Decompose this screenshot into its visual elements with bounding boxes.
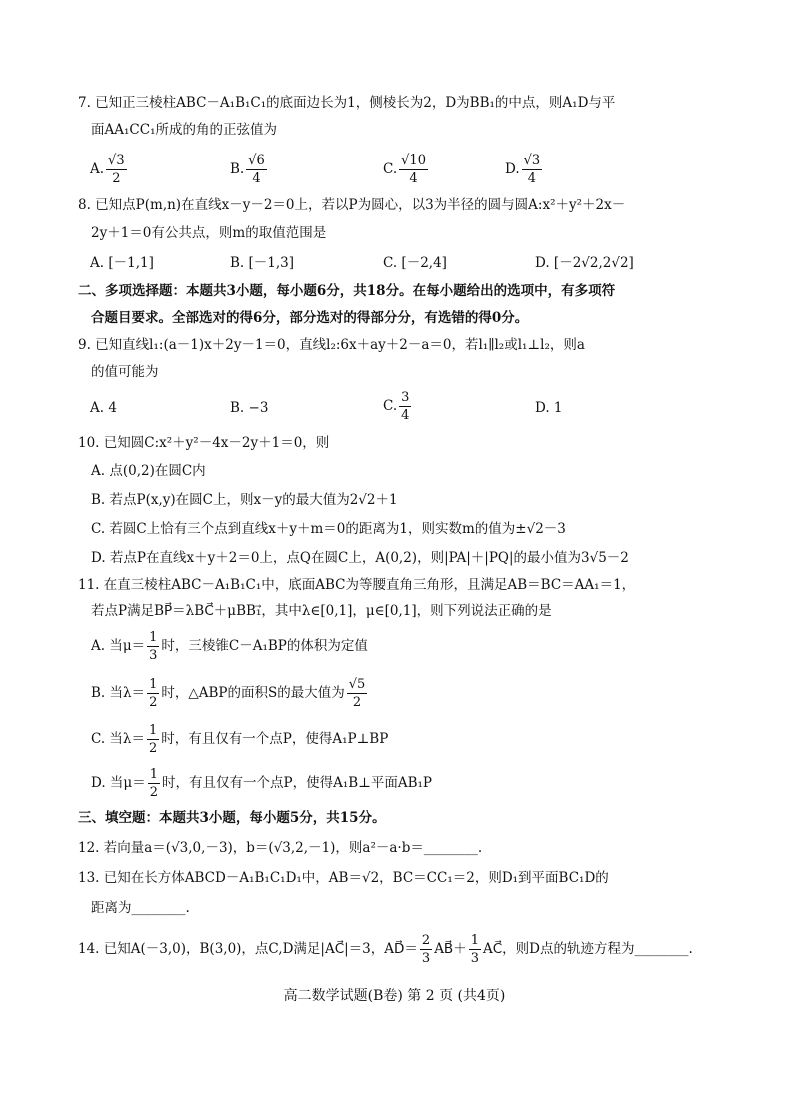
q9-line2: 的值可能为	[91, 364, 159, 380]
q12: 12. 若向量a＝(√3,0,－3)，b＝(√3,2,－1)，则a²－a·b＝________.	[78, 840, 483, 856]
q7-line1: 7. 已知正三棱柱ABC－A₁B₁C₁的底面边长为1，侧棱长为2，D为BB₁的中点，则A₁D与平	[78, 95, 616, 111]
q14: 14. 已知A(－3,0)，B(3,0)，点C,D满足|AC⃗|＝3，AD⃗＝ $\frac{2}{3}$ AB⃗＋ $\frac{1}{3}$ AC⃗，则D点的轨迹方程为________.	[78, 933, 693, 966]
q11-line2: 若点P满足BP⃗＝λBC⃗＋μBB₁⃗，其中λ∈[0,1]，μ∈[0,1]，则下列说法正确的是	[91, 603, 552, 619]
q9-line1: 9. 已知直线l₁:(a－1)x＋2y－1＝0，直线l₂:6x＋ay＋2－a＝0，若l₁∥l₂或l₁⊥l₂，则a	[78, 337, 585, 353]
section2-heading-line1: 二、多项选择题：本题共3小题，每小题6分，共18分。在每小题给出的选项中，有多项符	[78, 283, 616, 299]
q7-option-c: C. $\frac{√10}{4}$	[383, 153, 426, 186]
q8-option-c: C. [－2,4]	[383, 255, 447, 271]
q11-option-c: C. 当λ＝ $\frac{1}{2}$ 时，有且仅有一个点P，使得A₁P⊥BP	[91, 723, 389, 756]
q10-option-a: A. 点(0,2)在圆C内	[91, 463, 206, 479]
q9-option-b: B. −3	[230, 400, 269, 416]
q11-option-a: A. 当μ＝ $\frac{1}{3}$ 时，三棱锥C－A₁BP的体积为定值	[91, 630, 368, 663]
q13-line2: 距离为________.	[91, 900, 190, 916]
q11-option-b: B. 当λ＝ $\frac{1}{2}$ 时，△ABP的面积S的最大值为 $\frac{√5}{2}$	[91, 677, 366, 710]
q9-option-d: D. 1	[535, 400, 563, 416]
section2-heading-line2: 合题目要求。全部选对的得6分，部分选对的得部分分，有选错的得0分。	[91, 310, 529, 326]
q11-line1: 11. 在直三棱柱ABC－A₁B₁C₁中，底面ABC为等腰直角三角形，且满足AB＝BC＝AA₁＝1，	[78, 577, 636, 593]
q10-option-d: D. 若点P在直线x＋y＋2＝0上，点Q在圆C上，A(0,2)，则|PA|＋|PQ|的最小值为3√5－2	[91, 550, 629, 566]
q7-line2: 面AA₁CC₁所成的角的正弦值为	[91, 122, 277, 138]
q8-option-a: A. [－1,1]	[90, 255, 154, 271]
q10-option-c: C. 若圆C上恰有三个点到直线x＋y＋m＝0的距离为1，则实数m的值为±√2－3	[91, 521, 566, 537]
q7-option-a: A. $\frac{√3}{2}$	[90, 153, 125, 186]
q13-line1: 13. 已知在长方体ABCD－A₁B₁C₁D₁中，AB＝√2，BC＝CC₁＝2，则D₁到平面BC₁D的	[78, 870, 609, 886]
page-footer: 高二数学试题(B卷) 第 2 页 (共4页)	[283, 988, 506, 1004]
q8-option-d: D. [－2√2,2√2]	[535, 255, 634, 271]
q10-option-b: B. 若点P(x,y)在圆C上，则x－y的最大值为2√2＋1	[91, 492, 398, 508]
q8-option-b: B. [－1,3]	[230, 255, 295, 271]
q8-line2: 2y＋1＝0有公共点，则m的取值范围是	[91, 225, 327, 241]
q8-line1: 8. 已知点P(m,n)在直线x－y－2＝0上，若以P为圆心，以3为半径的圆与圆A:x²＋y²＋2x－	[78, 197, 626, 213]
section3-heading: 三、填空题：本题共3小题，每小题5分，共15分。	[78, 810, 386, 826]
q9-option-a: A. 4	[90, 400, 117, 416]
q11-option-d: D. 当μ＝ $\frac{1}{2}$ 时，有且仅有一个点P，使得A₁B⊥平面AB₁P	[91, 767, 433, 800]
q9-option-c: C. $\frac{3}{4}$	[383, 390, 410, 423]
q7-option-b: B. $\frac{√6}{4}$	[230, 153, 265, 186]
q7-option-d: D. $\frac{√3}{4}$	[505, 153, 541, 186]
q10-stem: 10. 已知圆C:x²＋y²－4x－2y＋1＝0，则	[78, 435, 330, 451]
